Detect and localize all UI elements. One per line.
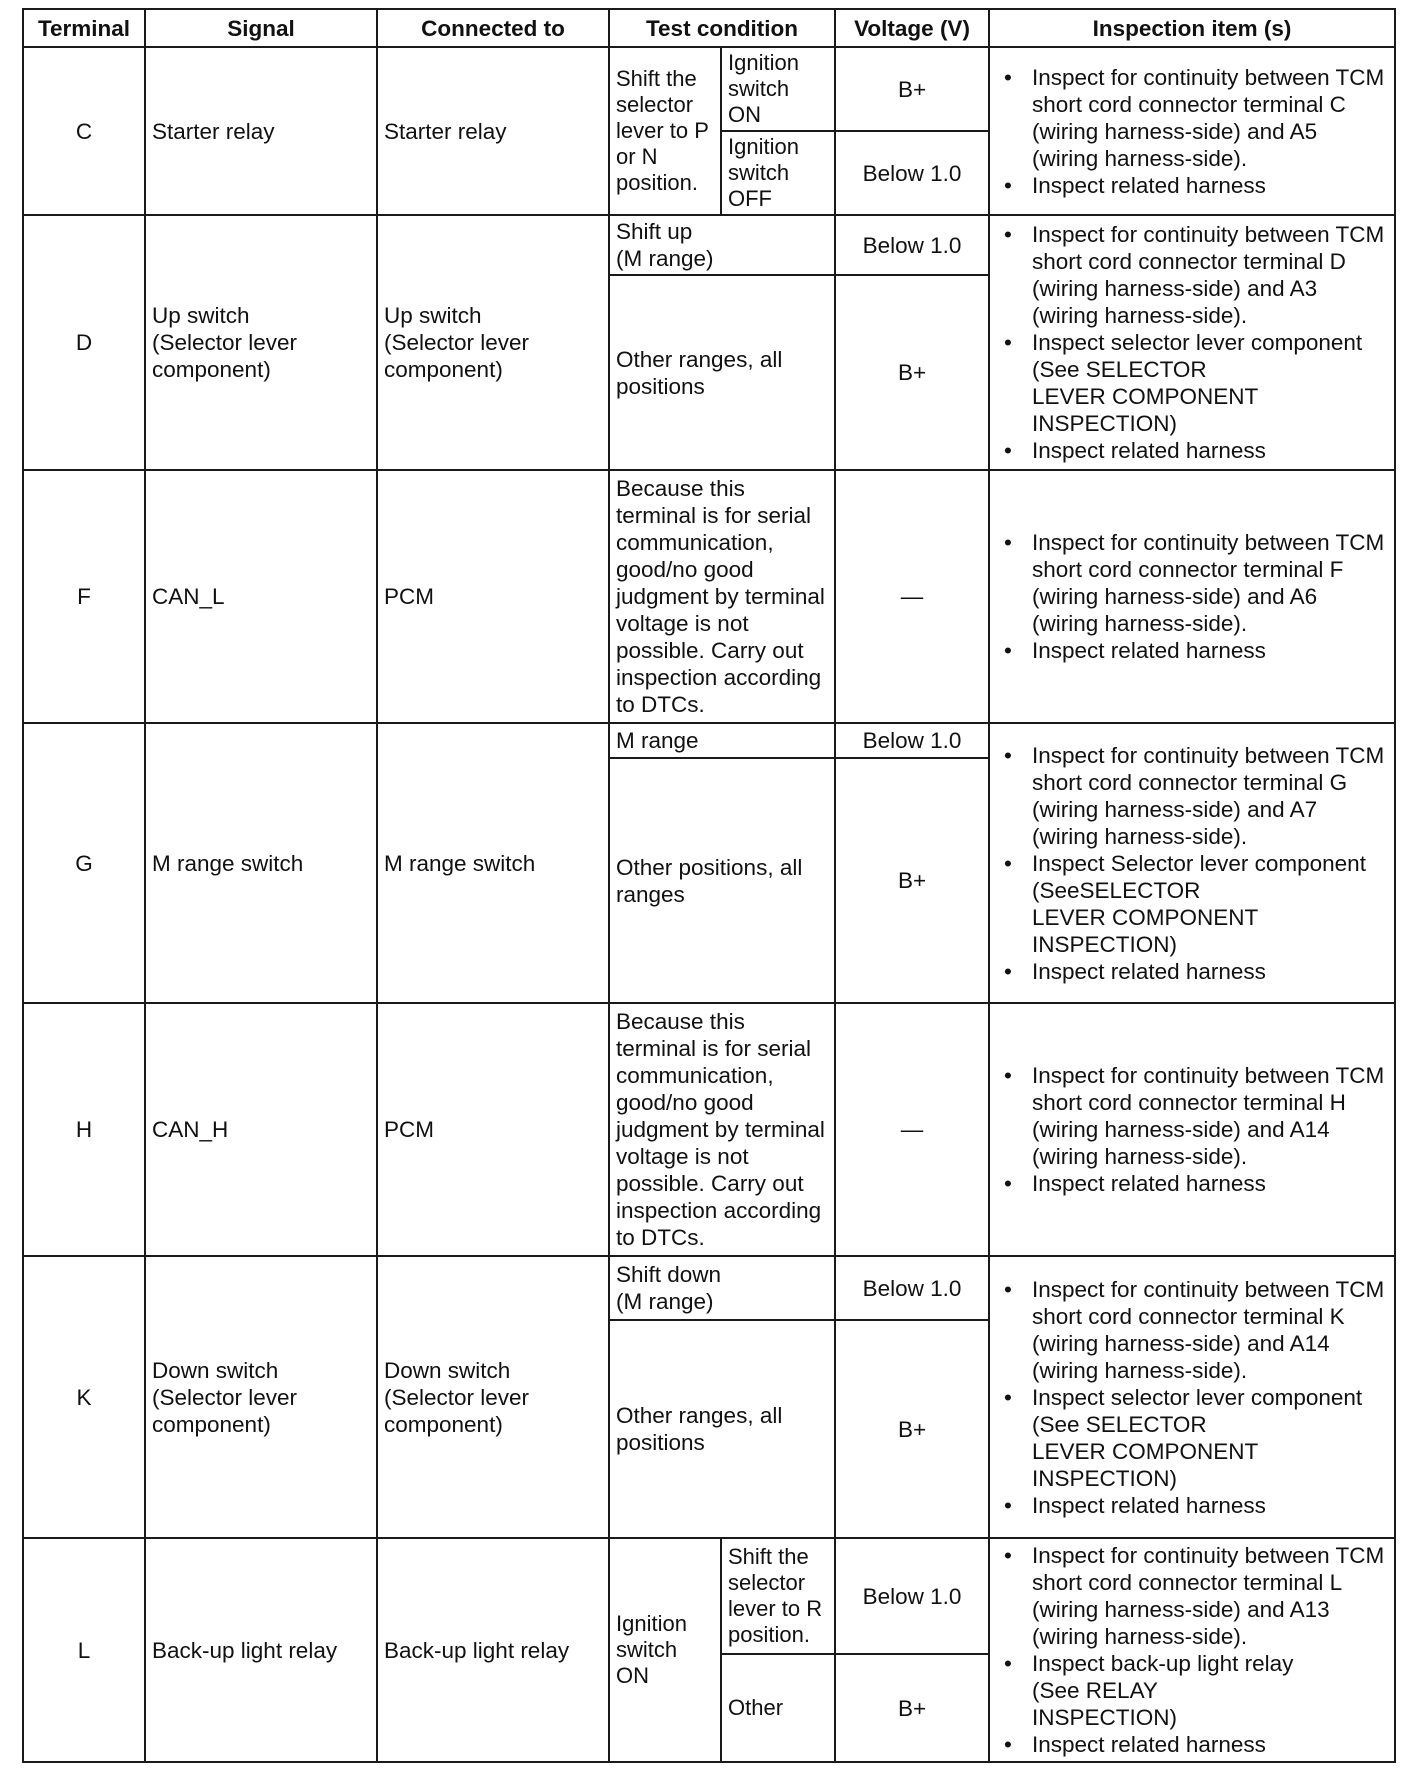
table-row	[23, 470, 1395, 723]
condition-cell: Ignition switch ON	[609, 1538, 721, 1762]
inspection-cell	[989, 1256, 1395, 1538]
connected-to-cell: Down switch (Selector lever component)	[377, 1256, 609, 1538]
sub-condition-cell: Shift the selector lever to R position.	[721, 1538, 835, 1654]
inspection-cell	[989, 470, 1395, 723]
signal-header: Signal	[145, 9, 377, 47]
inspection-item: • Inspect related harness	[1032, 958, 1388, 985]
inspection-item: • Inspect for continuity between TCM short cord connector terminal G (wiring harness-side) and A7 (wiring harness-side).	[1032, 742, 1388, 850]
spec-sheet	[22, 8, 1394, 1763]
terminal-cell: L	[23, 1538, 145, 1762]
voltage-cell: B+	[835, 47, 989, 131]
connected-to-cell: M range switch	[377, 723, 609, 1003]
terminal-cell: D	[23, 215, 145, 470]
signal-cell: CAN_H	[145, 1003, 377, 1256]
terminal-voltage-table	[22, 8, 1396, 1763]
inspection-item: • Inspect for continuity between TCM short cord connector terminal L (wiring harness-side) and A13 (wiring harness-side).	[1032, 1542, 1388, 1650]
condition-cell: Shift down (M range)	[609, 1256, 835, 1320]
connected-to-cell: Back-up light relay	[377, 1538, 609, 1762]
condition-cell: Other ranges, all positions	[609, 275, 835, 470]
sub-condition-cell: Ignition switch ON	[721, 47, 835, 131]
condition-cell: Because this terminal is for serial communication, good/no good judgment by terminal voltage is not possible. Carry out inspection according to DTCs.	[609, 470, 835, 723]
terminal-cell: H	[23, 1003, 145, 1256]
connected-to-cell: Starter relay	[377, 47, 609, 215]
voltage-cell: Below 1.0	[835, 131, 989, 215]
inspection-item: • Inspect for continuity between TCM short cord connector terminal C (wiring harness-side) and A5 (wiring harness-side).	[1032, 64, 1388, 172]
inspection-item: • Inspect for continuity between TCM short cord connector terminal F (wiring harness-side) and A6 (wiring harness-side).	[1032, 529, 1388, 637]
voltage-cell: Below 1.0	[835, 215, 989, 275]
sub-condition-cell: Ignition switch OFF	[721, 131, 835, 215]
table-row	[23, 215, 1395, 275]
terminal-cell: K	[23, 1256, 145, 1538]
signal-cell: Down switch (Selector lever component)	[145, 1256, 377, 1538]
inspection-item: • Inspect related harness	[1032, 1492, 1388, 1519]
terminal-header: Terminal	[23, 9, 145, 47]
inspection-item: • Inspect for continuity between TCM short cord connector terminal D (wiring harness-side) and A3 (wiring harness-side).	[1032, 221, 1388, 329]
table-row	[23, 723, 1395, 758]
voltage-cell: B+	[835, 758, 989, 1003]
inspection-item: • Inspect related harness	[1032, 437, 1388, 464]
inspection-item: • Inspect selector lever component (See SELECTOR LEVER COMPONENT INSPECTION)	[1032, 329, 1388, 437]
signal-cell: Up switch (Selector lever component)	[145, 215, 377, 470]
terminal-cell: C	[23, 47, 145, 215]
inspection-item: • Inspect related harness	[1032, 637, 1388, 664]
connected-to-cell: Up switch (Selector lever component)	[377, 215, 609, 470]
inspection-cell	[989, 47, 1395, 215]
voltage-cell: —	[835, 1003, 989, 1256]
terminal-cell: F	[23, 470, 145, 723]
table-row	[23, 1256, 1395, 1320]
table-row	[23, 47, 1395, 131]
signal-cell: Back-up light relay	[145, 1538, 377, 1762]
inspection-item: • Inspect for continuity between TCM short cord connector terminal K (wiring harness-side) and A14 (wiring harness-side).	[1032, 1276, 1388, 1384]
inspection-cell	[989, 1003, 1395, 1256]
inspection-item: • Inspect related harness	[1032, 172, 1388, 199]
condition-cell: Because this terminal is for serial communication, good/no good judgment by terminal voltage is not possible. Carry out inspection according to DTCs.	[609, 1003, 835, 1256]
connected-to-cell: PCM	[377, 470, 609, 723]
header-row	[23, 9, 1395, 47]
voltage-cell: Below 1.0	[835, 723, 989, 758]
voltage-cell: Below 1.0	[835, 1256, 989, 1320]
inspection-item: • Inspect selector lever component (See SELECTOR LEVER COMPONENT INSPECTION)	[1032, 1384, 1388, 1492]
inspection-item: • Inspect Selector lever component (SeeSELECTOR LEVER COMPONENT INSPECTION)	[1032, 850, 1388, 958]
voltage-cell: B+	[835, 275, 989, 470]
condition-cell: Shift the selector lever to P or N position.	[609, 47, 721, 215]
voltage-header: Voltage (V)	[835, 9, 989, 47]
voltage-cell: —	[835, 470, 989, 723]
connected-to-cell: PCM	[377, 1003, 609, 1256]
inspection-item: • Inspect related harness	[1032, 1731, 1388, 1758]
test-condition-header: Test condition	[609, 9, 835, 47]
connected-to-header: Connected to	[377, 9, 609, 47]
condition-cell: Shift up (M range)	[609, 215, 835, 275]
signal-cell: CAN_L	[145, 470, 377, 723]
condition-cell: Other positions, all ranges	[609, 758, 835, 1003]
signal-cell: M range switch	[145, 723, 377, 1003]
sub-condition-cell: Other	[721, 1654, 835, 1762]
table-row	[23, 1538, 1395, 1654]
voltage-cell: B+	[835, 1654, 989, 1762]
inspection-item: • Inspect related harness	[1032, 1170, 1388, 1197]
inspection-cell	[989, 215, 1395, 470]
signal-cell: Starter relay	[145, 47, 377, 215]
inspection-item: • Inspect for continuity between TCM short cord connector terminal H (wiring harness-side) and A14 (wiring harness-side).	[1032, 1062, 1388, 1170]
inspection-cell	[989, 723, 1395, 1003]
inspection-cell	[989, 1538, 1395, 1762]
condition-cell: M range	[609, 723, 835, 758]
condition-cell: Other ranges, all positions	[609, 1320, 835, 1538]
voltage-cell: Below 1.0	[835, 1538, 989, 1654]
terminal-cell: G	[23, 723, 145, 1003]
table-row	[23, 1003, 1395, 1256]
voltage-cell: B+	[835, 1320, 989, 1538]
inspection-item: • Inspect back-up light relay (See RELAY INSPECTION)	[1032, 1650, 1388, 1731]
inspection-header: Inspection item (s)	[989, 9, 1395, 47]
